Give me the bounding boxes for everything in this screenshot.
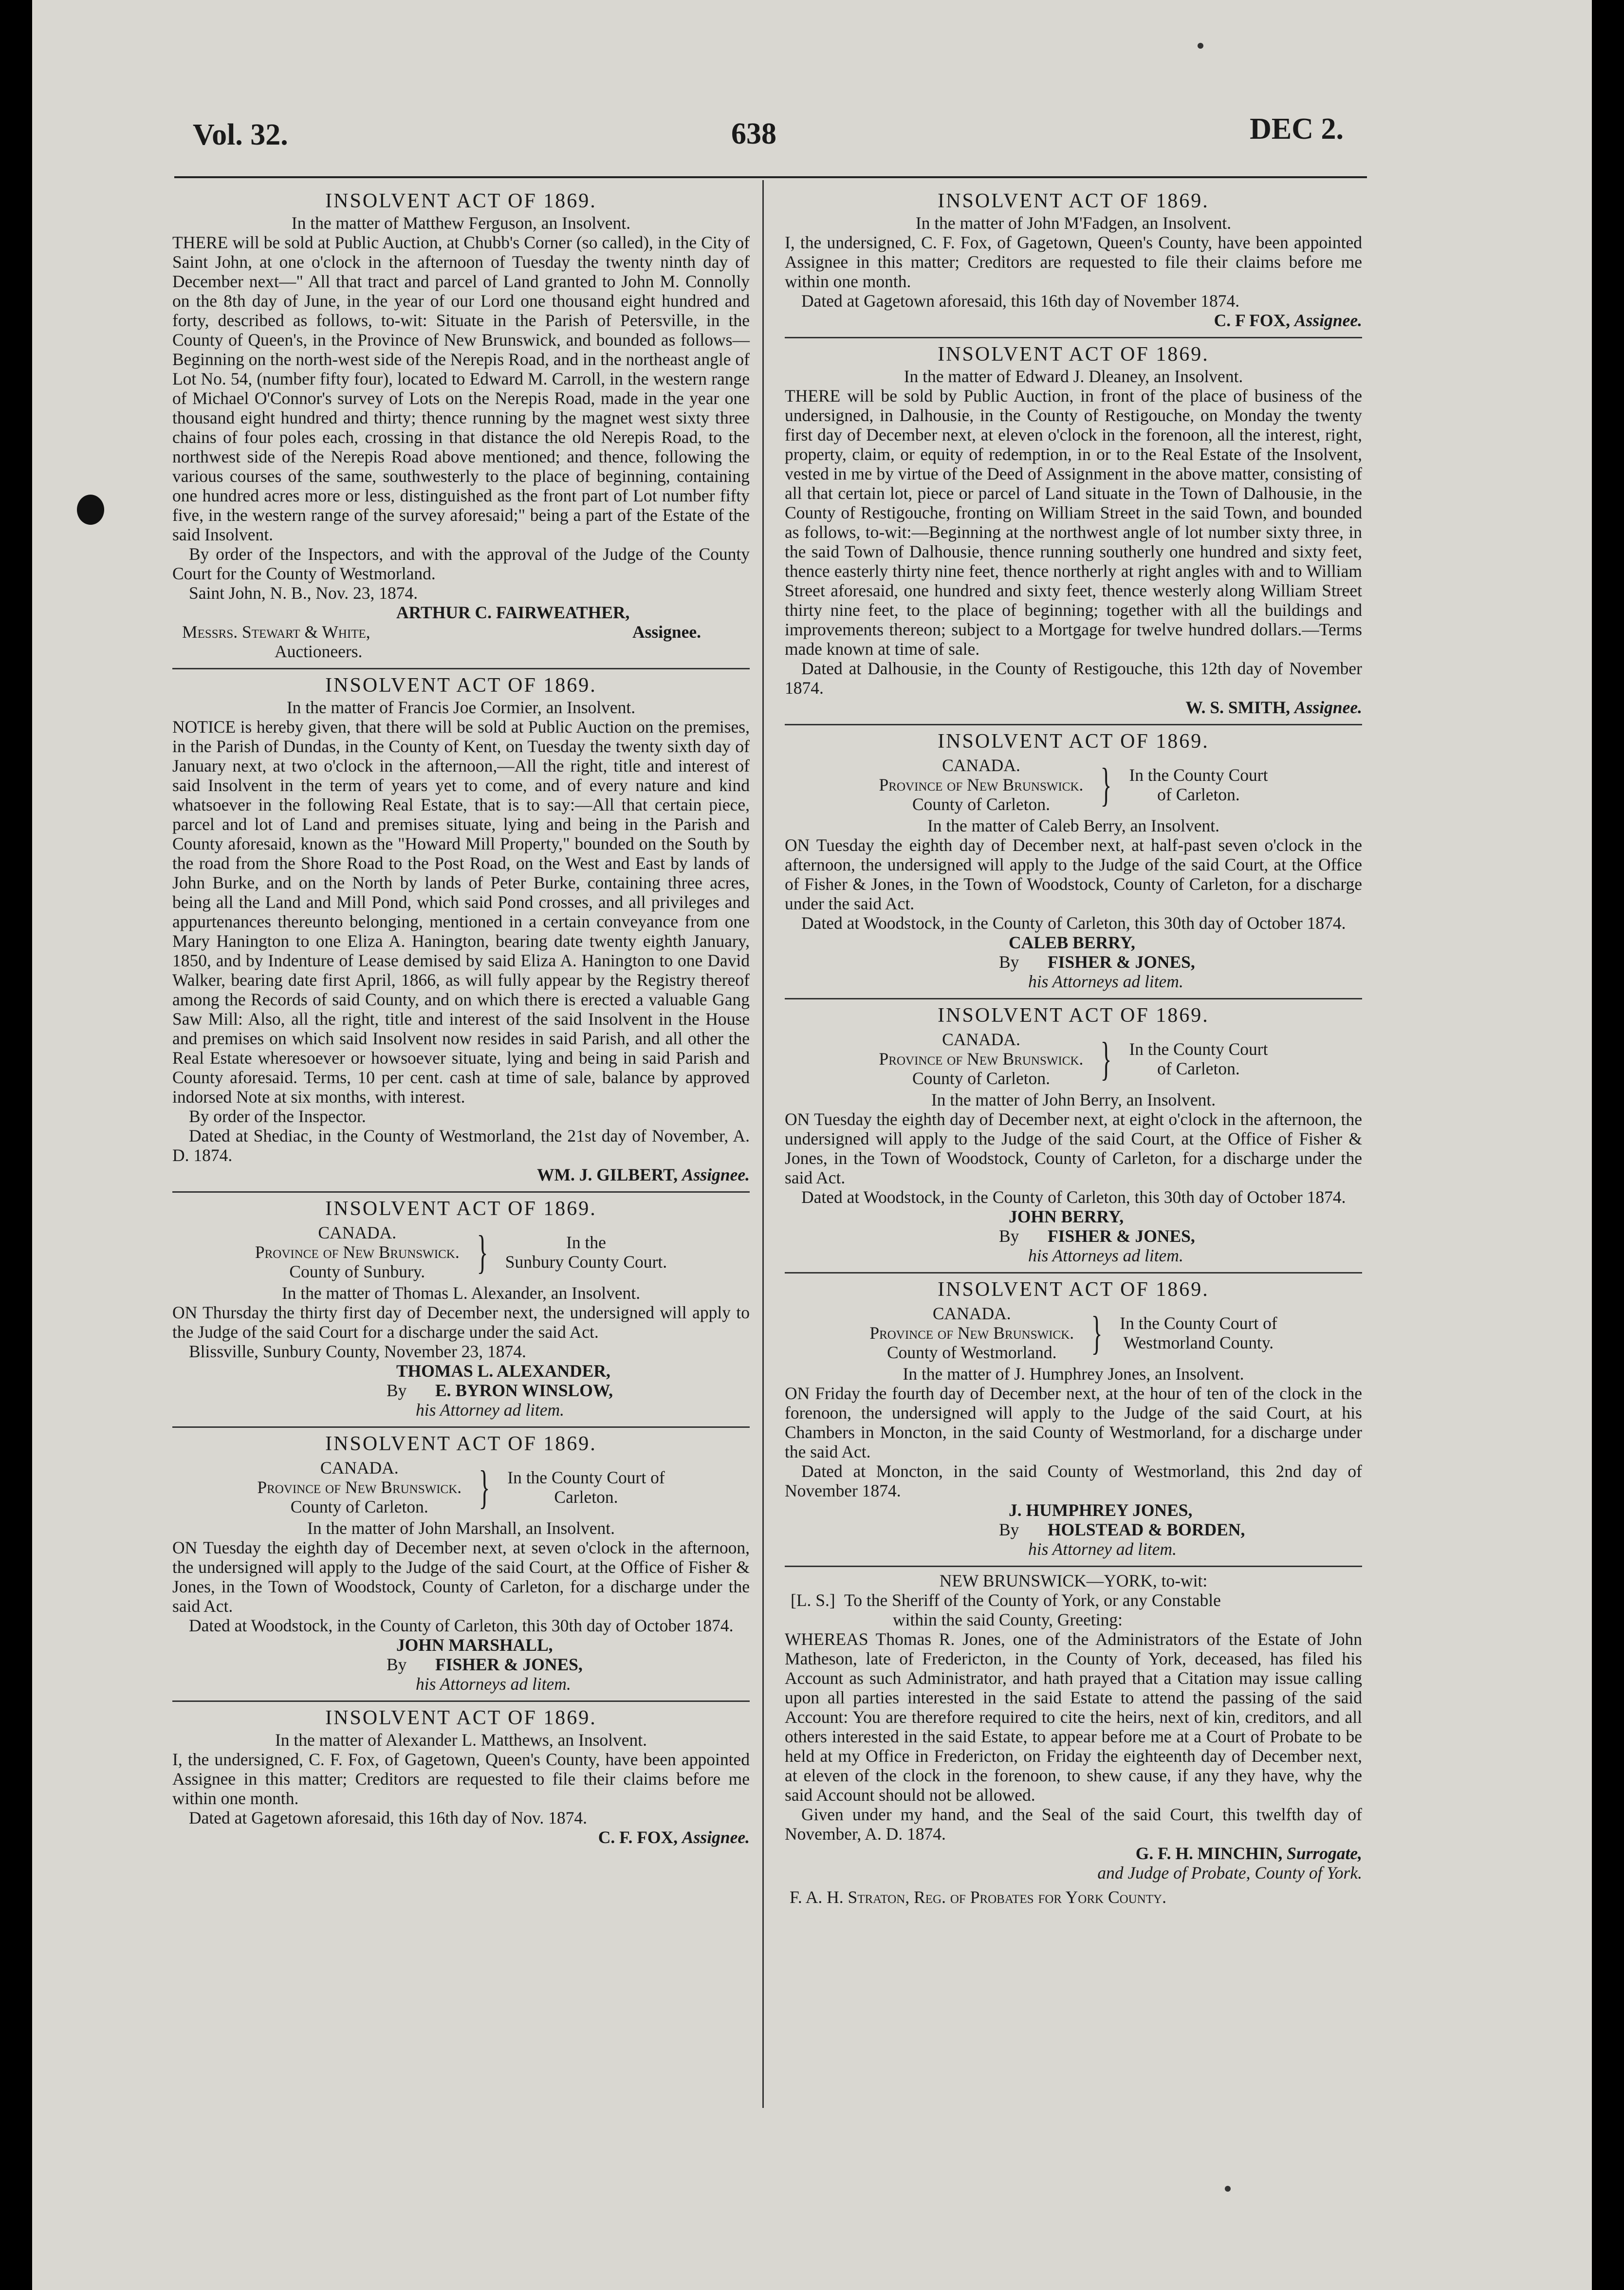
notice-signature <box>785 698 1362 717</box>
court-line-1: In the County Court of <box>507 1468 665 1487</box>
court-line-2: of Carleton. <box>1157 785 1240 804</box>
county-label: County of Carleton. <box>912 794 1050 814</box>
notice-ferguson <box>172 185 750 669</box>
notice-signer: W. S. SMITH, <box>1185 698 1291 717</box>
court-jurisdiction <box>879 1030 1084 1088</box>
notice-body: ON Tuesday the eighth day of December next, at seven o'clock in the afternoon, the undersigned will apply to the Judge of the said Court, at the Office of Fisher & Jones, in the Town of Woodstock, County of Carleton, for a discharge under the said Act. <box>172 1538 750 1616</box>
canada-label: CANADA. <box>318 1223 397 1242</box>
by-label: By <box>999 1520 1019 1539</box>
volume-number: Vol. 32. <box>193 118 288 151</box>
column-rule <box>762 180 764 2108</box>
notice-body: NOTICE is hereby given, that there will be sold at Public Auction on the premises, in the Parish of Dundas, in the County of Kent, on Tuesday the twenty sixth day of January next, at two o'clock in the afternoon,—All the right, title and interest of said Insolvent in the term of years yet to come, and of every nature and kind whatsoever in the following Real Estate, that is to say:—All that certain piece, parcel and lot of Land and premises situate, lying and being in the Parish and County aforesaid, known as the "Howard Mill Property," bounded on the South by the road from the Shore Road to the Post Road, on the West and East by lands of John Burke, and on the North by lands of Peter Burke, containing three acres, being all the Land and Mill Pond, which said Pond crosses, and all privileges and appurtenances thereunto belonging, mentioned in a certain conveyance from one Mary Hanington to one Eliza A. Hanington, bearing date twenty eighth January, 1850, and by Indenture of Lease demised by said Eliza A. Hanington to one David Walker, bearing date first April, 1866, as will fully appear by the Registry thereof among the Records of said County, and on which there is erected a valuable Gang Saw Mill: Also, all the right, title and interest of the said Insolvent in the House and premises on which said Insolvent now resides in said Parish, and all other the Real Estate wheresoever or howsoever situate, lying and being in said Parish and County aforesaid. Terms, 10 per cent. cash at time of sale, balance by approved indorsed Note at six months, with interest. <box>172 717 750 1107</box>
notice-role: his Attorneys ad litem. <box>416 1674 571 1694</box>
notice-signer: THOMAS L. ALEXANDER, <box>396 1361 610 1381</box>
notice-title: INSOLVENT ACT OF 1869. <box>325 190 597 212</box>
court-line-2: Westmorland County. <box>1123 1333 1274 1352</box>
attorney-line <box>785 1226 1362 1246</box>
by-label: By <box>387 1655 407 1674</box>
court-heading <box>785 756 1362 814</box>
notice-dated: Blissville, Sunbury County, November 23, 1874. <box>189 1342 526 1361</box>
attorney-line <box>172 1655 750 1674</box>
notice-matter: In the matter of Francis Joe Cormier, an Insolvent. <box>286 698 636 717</box>
notice-signer: C. F. FOX, <box>598 1828 678 1847</box>
attorney-name: FISHER & JONES, <box>1048 1226 1195 1246</box>
canada-label: CANADA. <box>942 1030 1020 1049</box>
notice-signer: G. F. H. MINCHIN, <box>1135 1844 1283 1863</box>
notice-signature <box>172 1828 750 1847</box>
notice-title: INSOLVENT ACT OF 1869. <box>938 730 1209 753</box>
notice-matter: In the matter of John Berry, an Insolvent. <box>931 1090 1216 1109</box>
notice-dated: Dated at Woodstock, in the County of Carleton, this 30th day of October 1874. <box>801 913 1346 933</box>
notice-role: his Attorneys ad litem. <box>1028 1246 1183 1265</box>
notice-humphrey-jones <box>785 1274 1362 1567</box>
notice-title: INSOLVENT ACT OF 1869. <box>938 1004 1209 1027</box>
notice-probate-citation <box>785 1567 1362 1914</box>
notice-title: INSOLVENT ACT OF 1869. <box>938 190 1209 212</box>
notice-signature <box>785 1844 1362 1863</box>
court-jurisdiction <box>255 1223 460 1281</box>
canada-label: CANADA. <box>320 1458 399 1477</box>
court-jurisdiction <box>879 756 1084 814</box>
notice-role: his Attorney ad litem. <box>416 1400 565 1420</box>
notice-signer: JOHN MARSHALL, <box>396 1635 553 1655</box>
notice-matter: In the matter of John M'Fadgen, an Insolvent. <box>915 213 1232 233</box>
citation-to-line-2: within the said County, Greeting: <box>893 1610 1123 1629</box>
ink-speck <box>1198 43 1203 49</box>
province-label: Province of New Brunswick. <box>879 775 1084 794</box>
notice-order: By order of the Inspector. <box>189 1107 366 1126</box>
notice-matter: In the matter of Alexander L. Matthews, an Insolvent. <box>275 1730 647 1750</box>
notice-caleb-berry <box>785 725 1362 999</box>
notice-john-berry <box>785 999 1362 1274</box>
county-label: County of Westmorland. <box>887 1343 1057 1362</box>
registrar-line: F. A. H. Straton, Reg. of Probates for York County. <box>790 1887 1166 1907</box>
header-rule <box>174 176 1367 178</box>
notice-dated: Dated at Moncton, in the said County of Westmorland, this 2nd day of November 1874. <box>785 1461 1362 1500</box>
attorney-name: FISHER & JONES, <box>435 1655 583 1674</box>
ink-speck <box>1225 2186 1231 2192</box>
province-label: Province of New Brunswick. <box>869 1323 1074 1343</box>
notice-matthews <box>172 1702 750 1854</box>
notice-body: I, the undersigned, C. F. Fox, of Gagetown, Queen's County, have been appointed Assignee in this matter; Creditors are requested to file their claims before me within one month. <box>785 233 1362 291</box>
court-heading <box>172 1458 750 1516</box>
court-heading <box>785 1030 1362 1088</box>
brace-icon: } <box>1100 1033 1112 1085</box>
notice-signer: JOHN BERRY, <box>1009 1207 1124 1226</box>
court-line-1: In the County Court <box>1129 1039 1268 1059</box>
court-name <box>507 1468 664 1507</box>
notice-signature <box>785 311 1362 330</box>
notice-title: INSOLVENT ACT OF 1869. <box>938 1278 1209 1301</box>
brace-icon: } <box>1100 758 1112 811</box>
notice-order: By order of the Inspectors, and with the approval of the Judge of the County Court for the County of Westmorland. <box>172 544 750 583</box>
notice-role: his Attorney ad litem. <box>1028 1539 1177 1559</box>
notice-dated: Saint John, N. B., Nov. 23, 1874. <box>189 583 418 603</box>
notice-signer: C. F FOX, <box>1214 311 1291 330</box>
county-label: County of Carleton. <box>290 1497 428 1516</box>
attorney-name: HOLSTEAD & BORDEN, <box>1048 1520 1245 1539</box>
citation-to-block <box>844 1590 1221 1629</box>
notice-title: INSOLVENT ACT OF 1869. <box>325 674 597 697</box>
court-jurisdiction <box>869 1304 1074 1362</box>
canada-label: CANADA. <box>942 756 1020 775</box>
notice-title: INSOLVENT ACT OF 1869. <box>325 1198 597 1220</box>
notice-body: I, the undersigned, C. F. Fox, of Gagetown, Queen's County, have been appointed Assignee in this matter; Creditors are requested to file their claims before me within one month. <box>172 1750 750 1808</box>
by-label: By <box>999 952 1019 972</box>
auctioneers-label: Auctioneers. <box>275 642 363 661</box>
citation-to-line-1: To the Sheriff of the County of York, or any Constable <box>844 1590 1221 1610</box>
notice-alexander <box>172 1193 750 1428</box>
notice-dated: Dated at Gagetown aforesaid, this 16th day of November 1874. <box>801 291 1240 311</box>
canada-label: CANADA. <box>932 1304 1011 1323</box>
by-label: By <box>999 1226 1019 1246</box>
attorney-line <box>172 1381 750 1400</box>
notice-matter: In the matter of J. Humphrey Jones, an Insolvent. <box>903 1364 1244 1384</box>
by-label: By <box>387 1381 407 1400</box>
notice-signer: J. HUMPHREY JONES, <box>1009 1500 1193 1520</box>
notice-signature <box>172 1165 750 1184</box>
notice-matter: In the matter of Edward J. Dleaney, an Insolvent. <box>904 367 1243 386</box>
province-label: Province of New Brunswick. <box>879 1049 1084 1069</box>
court-line-1: In the <box>566 1233 606 1252</box>
ink-blot <box>77 495 104 525</box>
court-name <box>505 1233 667 1272</box>
notice-matter: In the matter of Matthew Ferguson, an Insolvent. <box>291 213 631 233</box>
brace-icon: } <box>479 1461 490 1513</box>
county-label: County of Carleton. <box>912 1069 1050 1088</box>
notice-dated: Dated at Woodstock, in the County of Carleton, this 30th day of October 1874. <box>801 1187 1346 1207</box>
notice-dated: Dated at Shediac, in the County of Westmorland, the 21st day of November, A. D. 1874. <box>172 1126 750 1165</box>
court-line-2: Carleton. <box>554 1487 618 1507</box>
page-header <box>32 108 1592 151</box>
right-column <box>785 185 1362 1914</box>
county-label: County of Sunbury. <box>289 1262 425 1281</box>
notice-body: THERE will be sold by Public Auction, in front of the place of business of the undersigned, in Dalhousie, in the County of Restigouche, on Monday the twenty first day of December next, at eleven o'clock in the forenoon, all the interest, right, property, claim, or equity of redemption, in or to the Real Estate of the Insolvent, vested in me by virtue of the Deed of Assignment in the above matter, consisting of all that certain lot, piece or parcel of Land situate in the Town of Dalhousie, in the County of Restigouche, fronting on William Street in the said Town, and bounded as follows, to-wit:—Beginning at the northwest angle of lot number sixty three, in the said Town of Dalhousie, thence running southerly one hundred and sixty feet, thence easterly thirty nine feet, thence northerly at right angles with and to William Street aforesaid, one hundred and sixty feet, thence westerly along William Street thirty nine feet, to the place of beginning; together with all the buildings and improvements thereon; subject to a Mortgage for twelve hundred dollars.—Terms made known at time of sale. <box>785 386 1362 659</box>
citation-address <box>785 1590 1362 1629</box>
notice-body: THERE will be sold at Public Auction, at Chubb's Corner (so called), in the City of Saint John, at one o'clock in the afternoon of Tuesday the twenty ninth day of December next—" All that tract and parcel of Land granted to John M. Connolly on the 8th day of June, in the year of our Lord one thousand eight hundred and forty, described as follows, to-wit: Situate in the Parish of Petersville, in the County of Queen's, in the Province of New Brunswick, and bounded as follows—Beginning on the north-west side of the Nerepis Road, and in the northeast angle of Lot No. 54, (number fifty four), located to Edward M. Carroll, in the western range of Michael O'Connor's survey of Lots on the Nerepis Road, made in the year one thousand eight hundred and thirty; thence running by the magnet west sixty three chains of four poles each, crossing in that distance the old Nerepis Road, to the northwest side of the Nerepis Road above mentioned; and thence, following the various courses of the same, southwesterly to the place of beginning, containing one hundred acres more or less, distinguished as the front part of Lot number fifty five, in the western range of the survey aforesaid;" being a part of the Estate of the said Insolvent. <box>172 233 750 544</box>
auctioneer-name: Messrs. Stewart & White, <box>182 622 370 642</box>
attorney-line <box>785 1520 1362 1539</box>
brace-icon: } <box>1091 1307 1103 1359</box>
notice-matter: In the matter of Caleb Berry, an Insolvent. <box>927 816 1220 835</box>
notice-body: WHEREAS Thomas R. Jones, one of the Administrators of the Estate of John Matheson, late of Fredericton, in the County of York, deceased, has filed his Account as such Administrator, and hath prayed that a Citation may issue calling upon all parties interested in the said Estate to attend the passing of the said Account: You are therefore required to cite the heirs, next of kin, creditors, and all others interested in the said Estate, to appear before me at a Court of Probate to be held at my Office in Fredericton, on Friday the eighteenth day of December next, at eleven of the clock in the forenoon, to shew cause, if any they have, why the said Account should not be allowed. <box>785 1629 1362 1805</box>
left-column <box>172 185 750 1854</box>
notice-cormier <box>172 669 750 1193</box>
newspaper-page <box>32 0 1592 2290</box>
notice-body: ON Friday the fourth day of December next, at the hour of ten of the clock in the forenoon, the undersigned will apply to the Judge of the said Court, at his Chambers in Moncton, in the said County of Westmorland, for a discharge under the said Act. <box>785 1384 1362 1461</box>
court-heading <box>785 1304 1362 1362</box>
attorney-name: FISHER & JONES, <box>1048 952 1195 972</box>
notice-marshall <box>172 1428 750 1702</box>
court-line-2: Sunbury County Court. <box>505 1252 667 1272</box>
seal-label: [L. S.] <box>791 1590 835 1610</box>
notice-role-2: and Judge of Probate, County of York. <box>1097 1863 1362 1883</box>
notice-role: his Attorneys ad litem. <box>1028 972 1183 991</box>
notice-role: Assignee. <box>1294 311 1362 330</box>
court-name <box>1120 1313 1277 1352</box>
notice-dleaney <box>785 338 1362 725</box>
court-line-1: In the County Court <box>1129 765 1268 785</box>
citation-heading: NEW BRUNSWICK—YORK, to-wit: <box>939 1571 1208 1590</box>
notice-body: ON Tuesday the eighth day of December next, at eight o'clock in the afternoon, the undersigned will apply to the Judge of the said Court, at the Office of Fisher & Jones, in the Town of Woodstock, County of Carleton, for a discharge under the said Act. <box>785 1109 1362 1187</box>
notice-dated: Dated at Woodstock, in the County of Carleton, this 30th day of October 1874. <box>189 1616 734 1635</box>
court-name <box>1129 1039 1268 1078</box>
notice-dated: Dated at Gagetown aforesaid, this 16th day of Nov. 1874. <box>189 1808 587 1828</box>
issue-date: DEC 2. <box>1250 112 1344 146</box>
citation-given: Given under my hand, and the Seal of the said Court, this twelfth day of November, A. D. 1874. <box>785 1805 1362 1844</box>
court-name <box>1129 765 1268 804</box>
notice-role: Assignee. <box>682 1828 750 1847</box>
page-number: 638 <box>731 117 776 150</box>
court-jurisdiction <box>257 1458 461 1516</box>
notice-title: INSOLVENT ACT OF 1869. <box>938 343 1209 366</box>
notice-title: INSOLVENT ACT OF 1869. <box>325 1433 597 1455</box>
attorney-name: E. BYRON WINSLOW, <box>435 1381 613 1400</box>
notice-body: ON Thursday the thirty first day of December next, the undersigned will apply to the Judge of the said Court for a discharge under the said Act. <box>172 1303 750 1342</box>
assignee-label: Assignee. <box>632 622 701 642</box>
notice-mfadgen <box>785 185 1362 338</box>
notice-body: ON Tuesday the eighth day of December next, at half-past seven o'clock in the afternoon, the undersigned will apply to the Judge of the said Court, at the Office of Fisher & Jones, in the Town of Woodstock, County of Carleton, for a discharge under the said Act. <box>785 835 1362 913</box>
notice-dated: Dated at Dalhousie, in the County of Restigouche, this 12th day of November 1874. <box>785 659 1362 698</box>
notice-matter: In the matter of Thomas L. Alexander, an Insolvent. <box>281 1283 641 1303</box>
notice-signer: CALEB BERRY, <box>1009 933 1135 952</box>
brace-icon: } <box>477 1226 488 1278</box>
notice-signer: WM. J. GILBERT, <box>537 1165 678 1184</box>
notice-signer: ARTHUR C. FAIRWEATHER, <box>396 603 630 622</box>
notice-auctioneer-line <box>172 622 750 642</box>
court-line-2: of Carleton. <box>1157 1059 1240 1078</box>
notice-matter: In the matter of John Marshall, an Insolvent. <box>307 1518 615 1538</box>
notice-title: INSOLVENT ACT OF 1869. <box>325 1707 597 1729</box>
court-heading <box>172 1223 750 1281</box>
notice-role: Surrogate, <box>1287 1844 1362 1863</box>
province-label: Province of New Brunswick. <box>257 1477 462 1497</box>
attorney-line <box>785 952 1362 972</box>
province-label: Province of New Brunswick. <box>255 1242 460 1262</box>
notice-role: Assignee. <box>682 1165 750 1184</box>
notice-role: Assignee. <box>1294 698 1362 717</box>
court-line-1: In the County Court of <box>1120 1313 1277 1333</box>
